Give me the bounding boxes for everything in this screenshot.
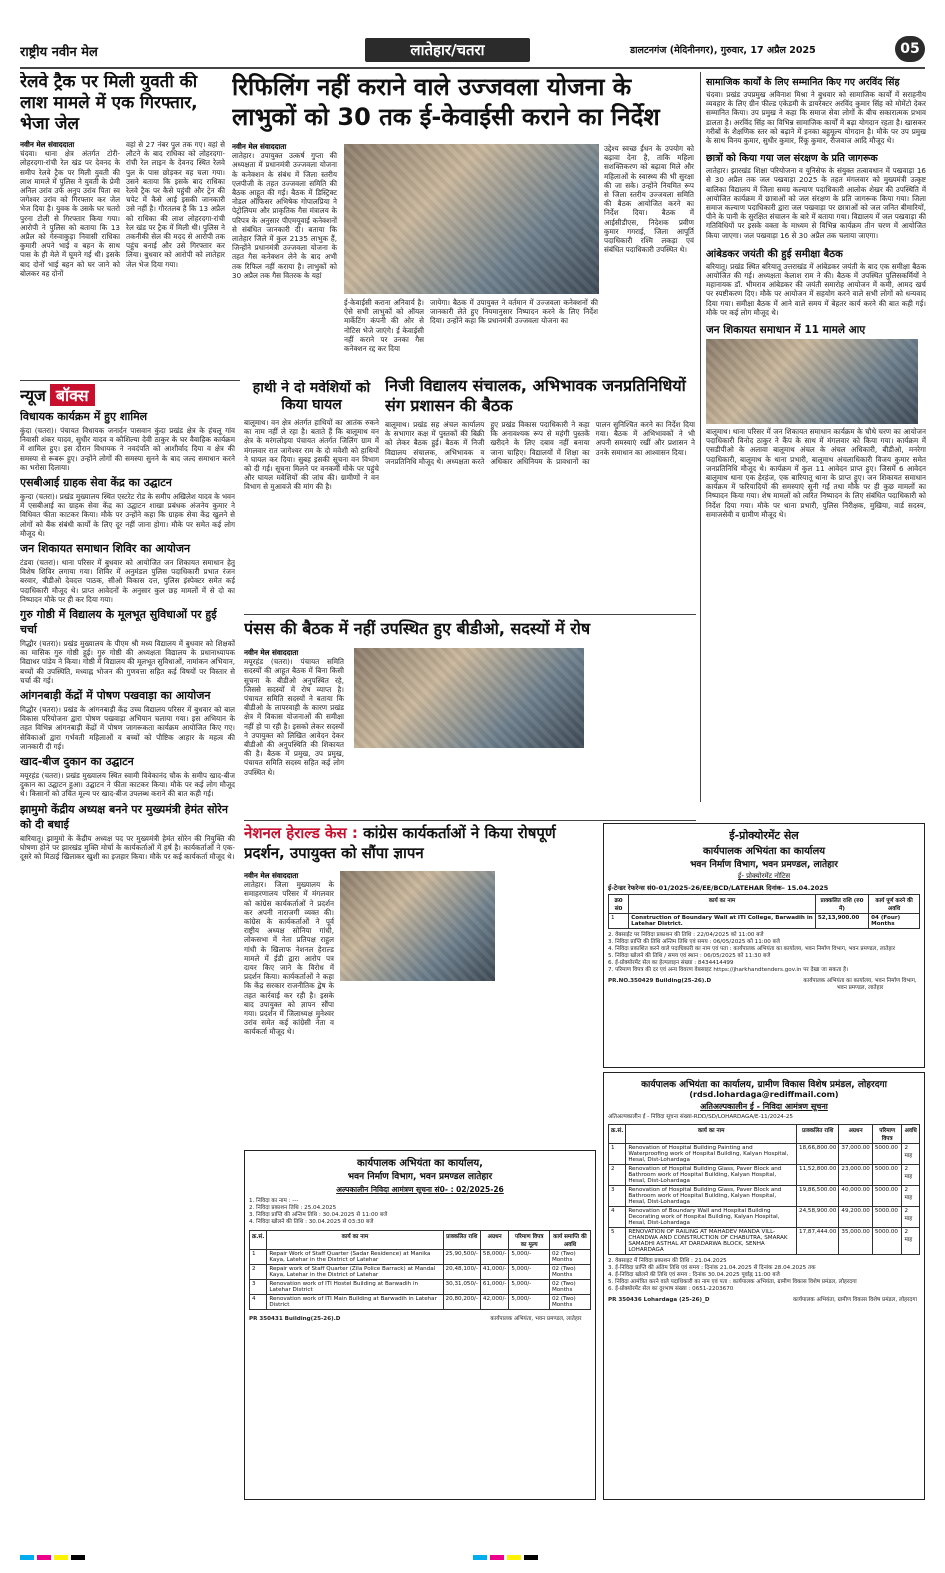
table-cell: 23,000.00 xyxy=(839,1165,872,1186)
notice-line: 6. ई-प्रोक्योरमेंट सेल का हेल्पलाइन संख्या : 8434414499 xyxy=(608,960,734,966)
notice3-office: कार्यपालक अभियंता का कार्यालय, ग्रामीण विकास विशेष प्रमंडल, लोहरदगा xyxy=(641,1080,887,1090)
notice3-lines xyxy=(608,1258,920,1293)
table-cell: 2 माह xyxy=(902,1165,920,1186)
elephant-headline: हाथी ने दो मवेशियों को किया घायल xyxy=(252,380,371,413)
notice2-lines xyxy=(249,1198,591,1226)
right-story4-text: बालूमाथ। थाना परिसर में जन शिकायत समाधान कार्यक्रम के चौथे चरण का आयोजन पदाधिकारी विनोद ठाकुर ने कैंप के साथ में मंगलवार को किया गया। कार्यक्रम में एसडीपीओ के अलावा बालूमाथ अंचल के अंचल अधिकारी, बीडीओ, मनरेगा पदाधिकारी, बालूमाथ के थाना प्रभारी, बालूमाथ अंचलाधिकारी विजय कुमार समेत जनप्रतिनिधि मौजूद थे। कार्यक्रम में कुल 11 आवेदन प्राप्त हुए। जिसमें 6 आवेदन बालूमाथ थाना एक हेरहंज, एक बारियातू थाना के प्राप्त हुए। जन शिकायत समाधान कार्यक्रम में फरियादियों की समस्याएं सुनी गईं तथा मौके पर ही कुछ मामलों का निष्पादन किया गया। शेष मामलों को त्वरित निष्पादन के लिए संबंधित पदाधिकारी को निर्देश दिया गया। मौके पर थाना प्रभारी, पुलिस निरीक्षक, मुखिया, वार्ड सदस्य, समाजसेवी व ग्रामीण मौजूद थे। xyxy=(706,427,926,519)
elephant-text: बालूमाथ। वन क्षेत्र अंतर्गत हाथियों का आतंक रुकने का नाम नहीं ले रहा है। बताते हैं कि बालूमाथ वन क्षेत्र के मरंगलोइया पंचायत अंतर्गत जिलिंग ग्राम में मंगलवार रात जागेश्वर राम के दो मवेशी को हाथियों ने घायल कर दिया। सुबह इसकी सूचना वन विभाग को दी गई। सूचना मिलने पर वनकर्मी मौके पर पहुंचे और घायल मवेशियों की जांच की। ग्रामीणों ने वन विभाग से मुआवजे की मांग की है। xyxy=(244,418,379,492)
table-header: कार्य का नाम xyxy=(267,1231,443,1250)
lead-photo xyxy=(344,144,599,294)
table-cell: 41,000/- xyxy=(480,1265,508,1280)
table-cell: 1 xyxy=(250,1250,267,1265)
lead-col1: लातेहार। उपायुक्त उत्कर्ष गुप्ता की अध्यक्षता में प्रधानमंत्री उज्जवला योजना के कनेक्शन के संबंध में जिला स्तरीय एलपीजी के तहत उज्जवला समिति की बैठक आहूत की गई। बैठक में डिस्ट्रिक्ट नोडल ऑफिसर अभिषेक गोपालप्रिया ने पेट्रोलियम और प्राकृतिक गैस मंत्रालय के परिपत्र के अनुसार पीएमयूवाई कनेक्शनों से संबंधित जानकारी दी। बताया कि लातेहार जिले में कुल 2135 लाभुक हैं, जिन्होंने प्रधानमंत्री उज्जवला योजना के तहत गैस कनेक्शन लेने के बाद अभी तक रिफिल नहीं कराया है। लाभुकों को 30 अप्रैल तक गैस वितरक के यहां xyxy=(232,151,337,280)
table-cell: 37,000.00 xyxy=(839,1144,872,1165)
panchayat-text: मयूरहंड (चतरा)। पंचायत समिति सदस्यों की आहूत बैठक में बिना किसी सूचना के बीडीओ अनुपस्थित रहे, जिससे सदस्यों में रोष व्याप्त है। पंचायत समिति सदस्यों ने बताया कि बीडीओ के लापरवाही के कारण प्रखंड क्षेत्र में विकास योजनाओं की समीक्षा नहीं हो पा रही है। इसको लेकर सदस्यों ने उपायुक्त को लिखित आवेदन देकर बीडीओ की अनुपस्थिति की शिकायत की है। बैठक में प्रमुख, उप प्रमुख, पंचायत समिति सदस्य सहित कई लोग उपस्थित थे। xyxy=(244,657,344,777)
tender-notice-1 xyxy=(603,823,925,1068)
table-row xyxy=(609,1165,920,1186)
notice2-footer: PR 350431 Building(25-26).D xyxy=(249,1316,341,1322)
table-cell: Renovation of Hospital Building Glass, Paver Block and Bathroom work of Hospital Building, Kalyan Hospital, Hesal, Dist-Lohardaga xyxy=(626,1165,797,1186)
print-color-bar xyxy=(20,1548,925,1560)
panchayat-story xyxy=(244,618,696,818)
table-header: क्र.सं. xyxy=(609,1125,626,1144)
rail-headline: रेलवे ट्रैक पर मिली युवती की लाश मामले में एक गिरफ्तार, भेजा जेल xyxy=(20,72,198,134)
notice1-th: क्र0 सं0 xyxy=(609,895,629,914)
table-cell: 25,90,500/- xyxy=(443,1250,480,1265)
notice3-ref: अतिअल्पकालीन ई - निविदा सूचना संख्या-RDD/SD/LOHARDAGA/E-11/2024-25 xyxy=(608,1114,793,1120)
table-cell: 24,58,900.00 xyxy=(797,1207,839,1228)
table-cell: Repair Work of Staff Quarter (Sadar Residence) at Manika Kaya, Latehar in the District of Latehar xyxy=(267,1250,443,1265)
table-cell: 3 xyxy=(250,1280,267,1295)
notice3-email: (rdsd.lohardaga@rediffmail.com) xyxy=(689,1090,839,1099)
table-header: परिमाण विपत्र का मूल्य xyxy=(509,1231,550,1250)
table-cell: 02 (Two) Months xyxy=(549,1280,590,1295)
page-number: 05 xyxy=(895,36,925,62)
lead-col4: उद्देश्य स्वच्छ ईंधन के उपयोग को बढ़ावा देना है, ताकि महिला सशक्तिकरण को बढ़ावा मिले और महिलाओं के स्वास्थ्य की भी सुरक्षा की जा सके। उन्होंने नियमित रूप से जिला स्तरीय उज्जवला समिति की बैठक आयोजित करने का निर्देश दिया। बैठक में आईसीडीएस, निदेशक प्रवीण कुमार गगराई, जिला आपूर्ति पदाधिकारी रश्मि लकड़ा एवं संबंधित पदाधिकारी उपस्थित थे। xyxy=(604,144,694,255)
notice1-subtitle: ई- प्रोक्योरमेंट नोटिस xyxy=(737,872,791,880)
notice3-title: अतिअल्पकालीन ई - निविदा आमंत्रण सूचना xyxy=(700,1102,828,1111)
right-story3-text: बरियातू। प्रखंड स्थित बरियातू उत्तराखंड में आंबेडकर जयंती के बाद एक समीक्षा बैठक आयोजित की गई। अध्यक्षता केलाश राम ने की। बैठक में उपस्थित पुलिसकर्मियों ने महानायक डॉ. भीमराव आंबेडकर की जयंती समारोह आयोजन में कमी, आमद खर्च पर स्पष्टीकरण दिए। मौके पर आयोजन में सहयोग करने वाले सभी लोगों को धन्यवाद दिया गया। समीक्षा बैठक में आने वाले समय में बेहतर कार्य करने की बात कही गई। मौके पर कई लोग मौजूद थे। xyxy=(706,261,926,317)
right-story2-headline: छात्रों को किया गया जल संरक्षण के प्रति जागरूक xyxy=(706,153,878,165)
notice1-ref: ई-टेन्डर रेफरेन्स सं0-01/2025-26/EE/BCD/LATEHAR दिनांक– 15.04.2025 xyxy=(608,884,829,892)
elephant-story xyxy=(244,380,379,612)
rail-story xyxy=(20,72,225,377)
table-cell: 5,000/- xyxy=(509,1295,550,1310)
table-cell: 11,52,800.00 xyxy=(797,1165,839,1186)
table-cell: 2 माह xyxy=(902,1144,920,1165)
table-header: अग्रधन xyxy=(480,1231,508,1250)
news-items xyxy=(20,409,235,861)
notice1-td: 04 (Four) Months xyxy=(869,914,920,929)
panchayat-byline: नवीन मेल संवाददाता xyxy=(244,648,299,657)
table-header: क्र.सं. xyxy=(250,1231,267,1250)
section-banner xyxy=(365,38,530,62)
notice-line: 5. निविदा आमंत्रित करने वाले पदाधिकारी का नाम एवं पता : कार्यपालक अभियंता, ग्रामीण विकास विशेष प्रमंडल, लोहरदगा xyxy=(608,1279,857,1285)
table-cell: Repair work of Staff Quarter (Zila Police Barrack) at Mandal Kaya, Latehar in the District of Latehar xyxy=(267,1265,443,1280)
table-cell: 20,80,200/- xyxy=(443,1295,480,1310)
notice1-td: 52,13,900.00 xyxy=(815,914,868,929)
table-header: प्राक्कलित राशि xyxy=(443,1231,480,1250)
notice1-dept: भवन निर्माण विभाग, भवन प्रमण्डल, लातेहार xyxy=(690,860,838,870)
table-row xyxy=(609,1207,920,1228)
news-item-headline: जन शिकायत समाधान शिविर का आयोजन xyxy=(20,542,191,556)
table-cell: 19,86,500.00 xyxy=(797,1186,839,1207)
table-cell: 5000.00 xyxy=(872,1186,902,1207)
notice-line: 5. निविदा खोलने की तिथि / समय एवं स्थान : 06/05/2025 को 11:30 बजे xyxy=(608,953,771,959)
paper-name: राष्ट्रीय नवीन मेल xyxy=(20,45,98,60)
school-story xyxy=(385,376,695,612)
notice-line: 4. निविदा खोलने की तिथि : 30.04.2025 से 03:30 बजे xyxy=(249,1219,374,1225)
herald-story xyxy=(244,823,596,1143)
notice2-sign: कार्यपालक अभियंता, भवन प्रमण्डल, लातेहार xyxy=(490,1316,582,1322)
table-row xyxy=(250,1280,591,1295)
lead-col3: जायेगा। बैठक में उपायुक्त ने वर्तमान में उज्जवला कनेक्शनों की जानकारी लेते हुए नियमानुसार निष्पादन करने के लिए निर्देश दिया। उन्होंने कहा कि प्रधानमंत्री उज्जवला योजना का xyxy=(430,298,598,326)
table-cell: 02 (Two) Months xyxy=(549,1295,590,1310)
table-header: कार्य समाप्ति की अवधि xyxy=(549,1231,590,1250)
right-story4-headline: जन शिकायत समाधान में 11 मामले आए xyxy=(706,324,866,337)
notice-line: 4. निविदा प्रकाशित करने वाले पदाधिकारी का नाम एवं पता : कार्यपालक अभियंता का कार्यालय, भवन निर्माण विभाग, भवन प्रमण्डल, लातेहार xyxy=(608,946,896,952)
table-cell: 17,87,444.00 xyxy=(797,1228,839,1255)
rail-col1: चंदवा। थाना क्षेत्र अंतर्गत टोरी-लोहरदगा-रांची रेल खंड पर देवनद के समीप रेलवे ट्रैक पर मिली युवती की लाश मामले में पुलिस ने युवती के प्रेमी अनिल उरांव उर्फ अनुप उरांव पिता स्व जगेश्वर उरांव को गिरफ्तार कर जेल भेज दिया है। युवक के उसके घर चतरो पुरना टोली से गिरफ्तार किया गया। आरोपी ने पुलिस को बताया कि 13 अप्रैल को गेरुवाकुड़ा निवासी राधिका कुमारी अपने भाई व बहन के साथ पास के ही मेले में घूमने गई थी। इसके बाद दोनों भाई बहन को घर जाने को बोलकर वह दोनों xyxy=(20,149,120,278)
news-item-text: गिद्धौर (चतरा)। प्रखंड मुख्यालय के पीएम श्री मध्य विद्यालय में बुधवार को शिक्षकों का मासिक गुरु गोष्ठी हुई। गुरु गोष्ठी की अध्यक्षता विद्यालय के प्रधानाध्यापक विद्याधर पांडेय ने किया। गोष्ठी में विद्यालय की मूलभूत सुविधाओं, नामांकन अभियान, बच्चों की उपस्थिति, मध्याह्न भोजन की गुणवत्ता सहित कई विषयों पर विस्तार से चर्चा की गई। xyxy=(20,639,235,685)
news-item-text: कुन्दा (चतरा)। प्रखंड मुख्यालय स्थित एस्टरेट रोड के समीप अखिलेश यादव के भवन में एसबीआई का ग्राहक सेवा केंद्र का उद्घाटन शाखा प्रबंधक अंजनेय कुमार ने विधिवत फीता काटकर किया। मौके पर उन्होंने कहा कि ग्राहक सेवा केंद्र खुलने से लोगों को बैंक संबंधी कार्यों के लिए दूर नहीं जाना होगा। मौके पर समेत कई लोग मौजूद थे। xyxy=(20,492,235,538)
table-cell: 2 माह xyxy=(902,1207,920,1228)
table-cell: 5,000/- xyxy=(509,1265,550,1280)
table-header: अवधि xyxy=(902,1125,920,1144)
table-cell: 5000.00 xyxy=(872,1165,902,1186)
table-row xyxy=(250,1250,591,1265)
notice-line: 2. वेबसाईट पर निविदा प्रकाशन की तिथि : 22/04/2025 को 11:00 बजे xyxy=(608,932,764,938)
news-item-headline: खाद-बीज दुकान का उद्घाटन xyxy=(20,755,134,769)
table-cell: 1 xyxy=(609,1144,626,1165)
table-header: कार्य का नाम xyxy=(626,1125,797,1144)
table-cell: 4 xyxy=(250,1295,267,1310)
table-cell: 30,31,050/- xyxy=(443,1280,480,1295)
notice1-sign: कार्यपालक अभियंता का कार्यालय, भवन निर्माण विभाग, भवन प्रमण्डल, लातेहार xyxy=(803,978,917,991)
news-item-headline: आंगनबाड़ी केंद्रों में पोषण पखवाड़ा का आयोजन xyxy=(20,689,211,703)
table-cell: 3 xyxy=(609,1186,626,1207)
notice-line: 1. निविदा का नाम : --- xyxy=(249,1198,299,1204)
box-label: बॉक्स xyxy=(50,384,95,406)
lead-story xyxy=(232,72,694,372)
masthead xyxy=(20,34,925,66)
notice2-title: अल्पकालीन निविदा आमंत्रण सूचना सं0- : 02/2025-26 xyxy=(336,1185,504,1194)
school-text: बालूमाथ। प्रखंड सह अंचल कार्यालय के सभागार कक्ष में पुस्तकों की बिक्री को लेकर बैठक हुई। बैठक में निजी विद्यालय संचालक, अभिभावक व जनप्रतिनिधि मौजूद थे। अध्यक्षता करते हुए प्रखंड विकास पदाधिकारी ने कहा कि अनावश्यक रूप से महंगी पुस्तकें खरीदने के लिए दबाव नहीं बनाया जाना चाहिए। विद्यालयों में शिक्षा का अधिकार अधिनियम के प्रावधानों का पालन सुनिश्चित करने का निर्देश दिया गया। बैठक में अभिभावकों ने भी अपनी समस्याएं रखीं और प्रशासन ने उनके समाधान का आश्वासन दिया। xyxy=(385,420,695,466)
table-cell: 5,000/- xyxy=(509,1280,550,1295)
table-cell: 2 xyxy=(609,1165,626,1186)
table-cell: 2 माह xyxy=(902,1228,920,1255)
herald-text: लातेहार। जिला मुख्यालय के समाहरणालय परिसर में मंगलवार को कांग्रेस कार्यकर्ताओं ने प्रदर्शन कर अपनी नाराजगी व्यक्त की। कांग्रेस के कार्यकर्ताओं ने पूर्व राष्ट्रीय अध्यक्ष सोनिया गांधी, लोकसभा में नेता प्रतिपक्ष राहुल गांधी के खिलाफ नेशनल हेराल्ड मामले में ईडी द्वारा आरोप पत्र दायर किए जाने के विरोध में प्रदर्शन किया। कार्यकर्ताओं ने कहा कि केंद्र सरकार राजनीतिक द्वेष के तहत कार्रवाई कर रही है। इसके बाद उपायुक्त को ज्ञापन सौंपा गया। प्रदर्शन में जिलाध्यक्ष मुनेश्वर उरांव समेत कई कांग्रेसी नेता व कार्यकर्ता मौजूद थे। xyxy=(244,880,334,1037)
table-cell: Renovation of Hospital Building Glass, Paver Block and Bathroom work of Hospital Building, Kalyan Hospital, Hesal, Dist-Lohardaga xyxy=(626,1186,797,1207)
tender-notice-3 xyxy=(603,1072,925,1500)
lead-headline-1: रिफिलिंग नहीं कराने वाले उज्जवला योजना के xyxy=(232,73,632,101)
table-cell: 5000.00 xyxy=(872,1144,902,1165)
table-row xyxy=(250,1295,591,1310)
table-cell: 40,000.00 xyxy=(839,1186,872,1207)
right-story3-headline: आंबेडकर जयंती की हुई समीक्षा बैठक xyxy=(706,248,843,260)
masthead-rule xyxy=(20,67,925,69)
notice1-table xyxy=(608,894,920,929)
table-cell: Renovation work of ITI Main Building at Barwadih in Latehar District xyxy=(267,1295,443,1310)
table-header: अग्रधन xyxy=(839,1125,872,1144)
table-cell: 61,000/- xyxy=(480,1280,508,1295)
notice-line: 3. निविदा प्राप्ति की अन्तिम तिथि : 30.04.2025 से 11:00 बजे xyxy=(249,1212,388,1218)
news-label: न्यूज xyxy=(20,386,46,405)
notice1-title: ई-प्रोक्योरमेंट सेल xyxy=(729,829,799,842)
notice1-footer: PR.NO.350429 Building(25-26).D xyxy=(608,978,712,984)
table-cell: Renovation work of ITI Hostel Building at Barwadih in Latehar District xyxy=(267,1280,443,1295)
news-item-text: गिद्धौर (चतरा)। प्रखंड के आंगनबाड़ी केंद्र उच्च विद्यालय परिसर में बुधवार को बाल विकास परियोजना द्वारा पोषण पखवाड़ा अभियान चलाया गया। इस अभियान के तहत विभिन्न आंगनबाड़ी केंद्रों में पोषण जागरूकता कार्यक्रम आयोजित किए गए। सेविकाओं द्वारा गर्भवती महिलाओं व बच्चों को पौष्टिक आहार के महत्व की जानकारी दी गई। xyxy=(20,705,235,751)
news-item-text: बारियातू। झामुमो के केंद्रीय अध्यक्ष पद पर मुख्यमंत्री हेमंत सोरेन की नियुक्ति की घोषणा होने पर झारखंड मुक्ति मोर्चा के कार्यकर्ताओं में हर्ष है। कार्यकर्ताओं ने एक-दूसरे को मिठाई खिलाकर खुशी का इजहार किया। मौके पर कई कार्यकर्ता मौजूद थे। xyxy=(20,833,235,862)
news-item-headline: विधायक कार्यक्रम में हुए शामिल xyxy=(20,410,148,423)
news-box xyxy=(20,384,235,1502)
notice1-lines xyxy=(608,932,920,974)
notice3-sign: कार्यपालक अभियंता, ग्रामीण विकास विशेष प्रमंडल, लोहरदगा xyxy=(793,1297,917,1303)
herald-byline: नवीन मेल संवाददाता xyxy=(244,871,299,880)
table-cell: 02 (Two) Months xyxy=(549,1265,590,1280)
lead-headline-2: लाभुकों को 30 तक ई-केवाईसी कराने का निर्देश xyxy=(232,103,660,131)
lead-col2: ई-केवाईसी कराना अनिवार्य है। ऐसे सभी लाभुकों को ऑयल मार्केटिंग कंपनी की ओर से नोटिस भेजे जाएंगे। ई केवाईसी नहीं कराने पर उनका गैस कनेक्शन रद्द कर दिया xyxy=(344,298,424,354)
table-cell: Renovation of Hospital Building Painting and Waterproofing work of Hospital Building, Kalyan Hospital, Hesal, Dist-Lohardaga xyxy=(626,1144,797,1165)
table-cell: 4 xyxy=(609,1207,626,1228)
right-story2-text: लातेहार। झारखंड शिक्षा परियोजना व यूनिसेफ के संयुक्त तत्वावधान में पखवाड़ा 16 से 30 अप्रैल तक जल पखवाड़ा 2025 के तहत मंगलवार को मुख्यमंत्री उत्कृष्ट बालिका विद्यालय में जिला समग्र कल्याण पदाधिकारी आलोक शेखर की उपस्थिति में आयोजित कार्यक्रम में छात्राओं को जल संरक्षण के प्रति जागरूक किया गया। जिला समाज कल्याण पदाधिकारी द्वारा जल पखवाड़ा पर छात्राओं को जल जनित बीमारियों, पीने के पानी के सुरक्षित संचालन के बारे में बताया गया। विद्यालय में जल पखवाड़ा की गतिविधियों पर इसके वक्ता के माध्यम से विभिन्न कार्यक्रम तीन चरण में आयोजित किया जाएगा। जल पखवाड़ा 16 से 30 अप्रैल तक चलाया जाएगा। xyxy=(706,166,926,240)
table-cell: 5000.00 xyxy=(872,1228,902,1255)
notice-line: 2. वेबसाइट में निविदा प्रकाशन की तिथि : 21.04.2025 xyxy=(608,1258,727,1264)
news-item-headline: गुरु गोष्ठी में विद्यालय के मूलभूत सुविधाओं पर हुई चर्चा xyxy=(20,608,217,637)
table-cell: 49,200.00 xyxy=(839,1207,872,1228)
panchayat-headline: पंसस की बैठक में नहीं उपस्थित हुए बीडीओ, सदस्यों में रोष xyxy=(244,619,591,638)
notice3-footer: PR 350436 Lohardaga (25-26)_D xyxy=(608,1297,710,1303)
rail-col2: वहां से 27 नंबर पुल तक गए। वहां से लौटने के बाद राधिका को लोहरदगा-रांची रेल लाइन के देवनद स्थित रेलवे पुल के पास छोड़कर वह चला गया। उसने बताया कि इसके बाद राधिका रेलवे ट्रैक पर कैसे पहुंची और ट्रेन की चपेट में कैसे आई इसकी जानकारी उसे नहीं है। गौरतलब है कि 13 अप्रैल को राधिका की लाश लोहरदगा-रांची रेल खंड पर ट्रैक में मिली थी। पुलिस ने तकनीकी सेल की मदद से आरोपी तक पहुंच बनाई और उसे गिरफ्तार कर लिया। बुधवार को आरोपी को लातेहार जेल भेज दिया गया। xyxy=(126,140,225,269)
notice1-th: प्राक्कलित राशि (रु0 में) xyxy=(815,895,868,914)
table-cell: 5 xyxy=(609,1228,626,1255)
table-cell: 35,000.00 xyxy=(839,1228,872,1255)
notice1-th: कार्य पूर्ण करने की अवधि xyxy=(869,895,920,914)
right-story1-text: चंदवा। प्रखंड उपप्रमुख अविनाश मिश्रा ने बुधवार को सामाजिक कार्यों में सराहनीय व्यवहार के लिए ग्रीन फील्ड एकेडमी के डायरेक्टर अरविंद कुमार सिंह को मोमेंटो देकर सम्मानित किया। उप प्रमुख ने कहा कि समाज सेवा लोगों के बीच सकारात्मक प्रभाव डालता है। अरविंद सिंह का विभिन्न सामाजिक कार्यों में बढ़ा योगदान रहता है। खासकर गरीबों के शैक्षणिक स्तर को बढ़ाने में इनका बहुमूल्य योगदान है। मौके पर उप प्रमुख के साथ विनय कुमार, सुधीर कुमार, रिंकू कुमार, रीजवाज आदि मौजूद थे। xyxy=(706,90,926,146)
dateline: डालटनगंज (मेदिनीनगर), गुरुवार, 17 अप्रैल 2025 xyxy=(630,45,816,56)
notice1-th: कार्य का नाम xyxy=(629,895,816,914)
news-item-text: टंडवा (चतरा)। थाना परिसर में बुधवार को आयोजित जन शिकायत समाधान हेतु विशेष शिविर लगाया गया। शिविर में अनुमंडल पुलिस पदाधिकारी प्रभात रंजन बरवार, बीडीओ देवदत्त पाठक, सीओ विकास दत्त, पुलिस इंस्पेक्टर समेत कई पदाधिकारी मौजूद थे। प्राप्त आवेदनों के अनुसार कुल छह मामलों में से दो का निष्पादन मौके पर ही कर दिया गया। xyxy=(20,558,235,604)
right-rail xyxy=(706,72,926,807)
table-header: प्राक्कलित राशि xyxy=(797,1125,839,1144)
news-item-headline: झामुमो केंद्रीय अध्यक्ष बनने पर मुख्यमंत्री हेमंत सोरेन को दी बधाई xyxy=(20,802,229,831)
news-item-text: मयूरहंड (चतरा)। प्रखंड मुख्यालय स्थित स्वामी विवेकानंद चौक के समीप खाद-बीज दुकान का उद्घाटन हुआ। उद्घाटन ने फीता काटकर किया। मौके पर कई लोग मौजूद थे। किसानों को उचित मूल्य पर खाद-बीज उपलब्ध कराने की बात कही गई। xyxy=(20,771,235,799)
table-row xyxy=(609,1228,920,1255)
notice-line: 6. ई-प्रोक्योरमेंट सेल का दूरभाष संख्या : 0651-2203670 xyxy=(608,1286,734,1292)
table-cell: 5,000/- xyxy=(509,1250,550,1265)
notice1-td: Construction of Boundary Wall at ITI College, Barwadih in Latehar District. xyxy=(629,914,816,929)
panchayat-photo xyxy=(354,648,584,748)
table-cell: Renovation of Boundary Wall and Hospital Building Decorating work of Hospital Building, Kalyan Hospital, Hesal, Dist-Lohardaga xyxy=(626,1207,797,1228)
rail-byline: नवीन मेल संवाददाता xyxy=(20,140,75,149)
news-item-text: कुंदा (चतरा)। पंचायत विधायक जनार्दन पासवान कुंदा प्रखंड क्षेत्र के हंचलू गांव निवासी शंकर यादव, सुधीर यादव व कौशिल्या देवी ठाकुर के घर वैवाहिक कार्यक्रम में शामिल हुए। इस दौरान विधायक ने नवदंपति को आशीर्वाद दिया व क्षेत्र की समस्या से रूबरू हुए। उन्होंने लोगों की समस्या सुनने के बाद जल्द समाधान करने का भरोसा दिलाया। xyxy=(20,426,235,472)
section-title: लातेहार/चतरा xyxy=(410,41,485,59)
notice-line: 7. परिमाण विपत्र की दर एवं अन्य विवरण वेबसाइट https://jharkhandtenders.gov.in पर देखा जा सकता है। xyxy=(608,967,849,973)
right-story1-headline: सामाजिक कार्यों के लिए सम्मानित किए गए अरविंद सिंह xyxy=(706,77,900,88)
table-row xyxy=(609,1186,920,1207)
table-cell: 58,000/- xyxy=(480,1250,508,1265)
table-cell: 42,000/- xyxy=(480,1295,508,1310)
news-box-header xyxy=(20,384,235,406)
notice-line: 3. ई-निविदा प्राप्ति की अंतिम तिथि एवं समय : दिनांक 21.04.2025 से दिनांक 28.04.2025 तक xyxy=(608,1265,816,1271)
herald-headline-prefix: नेशनल हेराल्ड केस : xyxy=(244,824,358,842)
table-header: परिमाण विपत्र xyxy=(872,1125,902,1144)
right-story4-photo xyxy=(706,339,918,424)
notice2-table xyxy=(249,1230,591,1310)
notice2-dept: भवन निर्माण विभाग, भवन प्रमण्डल लातेहार xyxy=(347,1172,493,1182)
notice2-office: कार्यपालक अभियंता का कार्यालय, xyxy=(357,1158,483,1169)
table-cell: 02 (Two) Months xyxy=(549,1250,590,1265)
notice1-td: 1 xyxy=(609,914,629,929)
table-cell: 2 xyxy=(250,1265,267,1280)
notice-line: 2. निविदा प्रकाशन तिथि : 25.04.2025 xyxy=(249,1205,337,1211)
table-cell: 2 माह xyxy=(902,1186,920,1207)
herald-photo xyxy=(340,871,495,981)
notice3-table xyxy=(608,1124,920,1255)
table-row xyxy=(609,1144,920,1165)
table-cell: 20,48,100/- xyxy=(443,1265,480,1280)
table-row xyxy=(250,1265,591,1280)
news-item-headline: एसबीआई ग्राहक सेवा केंद्र का उद्घाटन xyxy=(20,476,172,490)
herald-headline: कांग्रेस कार्यकर्ताओं ने किया रोषपूर्ण प्रदर्शन, उपायुक्त को सौंपा ज्ञापन xyxy=(244,824,556,862)
notice1-office: कार्यपालक अभियंता का कार्यालय xyxy=(702,846,826,857)
lead-byline: नवीन मेल संवाददाता xyxy=(232,142,287,151)
notice-line: 3. निविदा प्राप्ति की तिथि अन्तिम तिथि एवं समय : 06/05/2025 को 11:00 बजे xyxy=(608,939,780,945)
table-cell: 5000.00 xyxy=(872,1207,902,1228)
school-headline: निजी विद्यालय संचालक, अभिभावक जनप्रतिनिधियों संग प्रशासन की बैठक xyxy=(385,376,686,415)
notice-line: 4. ई-निविदा खोलने की तिथि एवं समय : दिनांक 30.04.2025 पूर्वाह्न 11:00 बजे xyxy=(608,1272,780,1278)
table-cell: RENOVATION OF RAILING AT MAHADEV MANDA VILL- CHANDWA AND CONSTRUCTION OF CHABUTRA, SMARAK SAMADHI ASTHAL AT DARDARWA BLOCK, SENHA LOHARDAGA xyxy=(626,1228,797,1255)
tender-notice-2 xyxy=(244,1150,596,1500)
table-cell: 18,66,800.00 xyxy=(797,1144,839,1165)
